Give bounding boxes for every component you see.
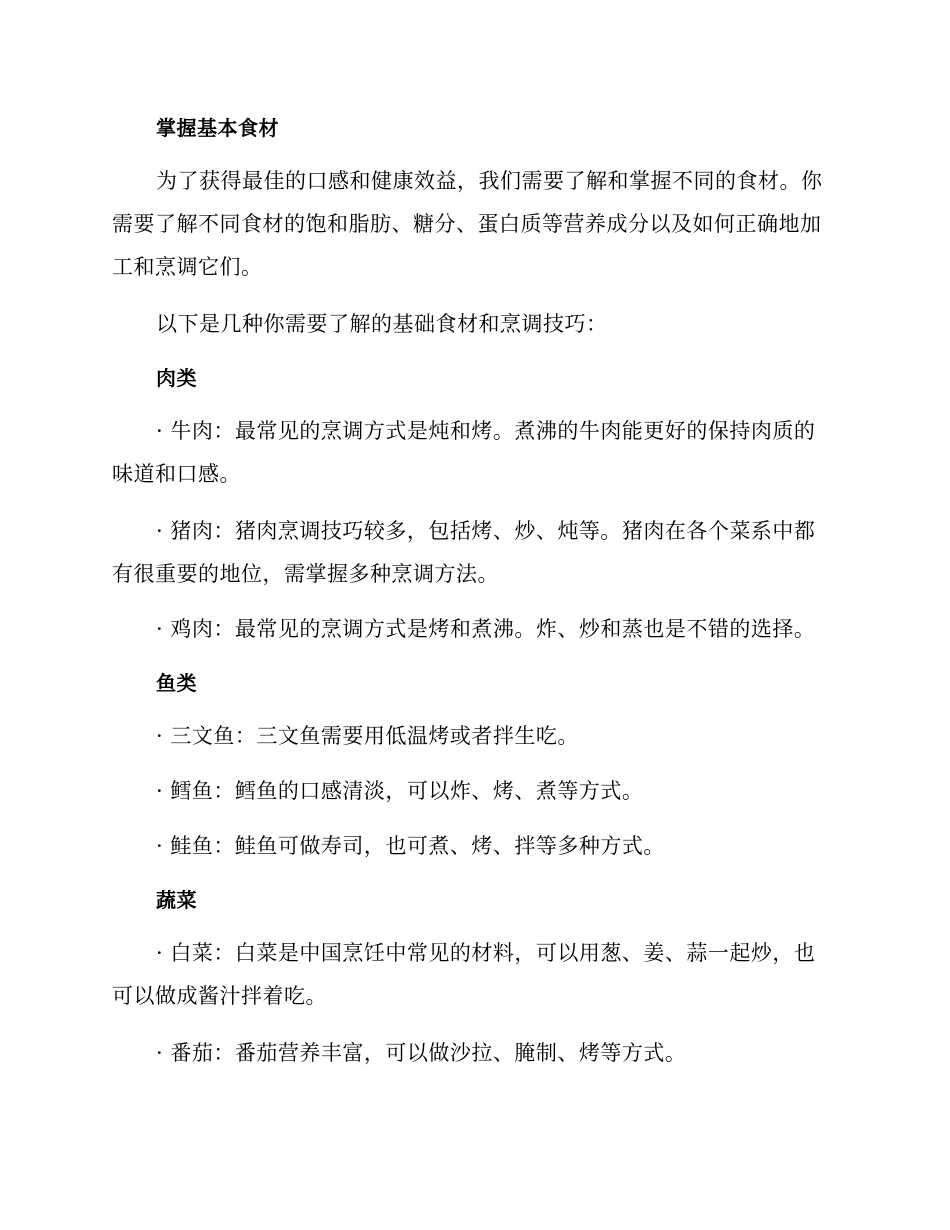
list-item-pork: · 猪肉：猪肉烹调技巧较多，包括烤、炒、炖等。猪肉在各个菜系中都有很重要的地位，需掌握多种烹调方法。: [112, 519, 816, 586]
list-item-tomato: · 番茄：番茄营养丰富，可以做沙拉、腌制、烤等方式。: [156, 1041, 687, 1065]
lead-paragraph: 以下是几种你需要了解的基础食材和烹调技巧：: [156, 312, 608, 336]
section-heading-vegetables: 蔬菜: [156, 888, 197, 912]
list-item-salmon: · 三文鱼：三文鱼需要用低温烤或者拌生吃。: [156, 724, 579, 748]
list-item-beef: · 牛肉：最常见的烹调方式是炖和烤。煮沸的牛肉能更好的保持肉质的味道和口感。: [112, 419, 816, 486]
list-item-trout: · 鲑鱼：鲑鱼可做寿司，也可煮、烤、拌等多种方式。: [156, 834, 665, 858]
list-item-cabbage: · 白菜：白菜是中国烹饪中常见的材料，可以用葱、姜、蒜一起炒，也可以做成酱汁拌着吃。: [112, 941, 816, 1008]
document-content: [112, 108, 832, 1075]
section-heading-main: 掌握基本食材: [156, 116, 279, 140]
section-heading-meat: 肉类: [156, 366, 197, 390]
list-item-chicken: · 鸡肉：最常见的烹调方式是烤和煮沸。炸、炒和蒸也是不错的选择。: [156, 617, 816, 641]
section-heading-fish: 鱼类: [156, 671, 197, 695]
intro-paragraph: 为了获得最佳的口感和健康效益，我们需要了解和掌握不同的食材。你需要了解不同食材的饱和脂肪、糖分、蛋白质等营养成分以及如何正确地加工和烹调它们。: [112, 169, 823, 279]
list-item-cod: · 鳕鱼：鳕鱼的口感清淡，可以炸、烤、煮等方式。: [156, 779, 644, 803]
